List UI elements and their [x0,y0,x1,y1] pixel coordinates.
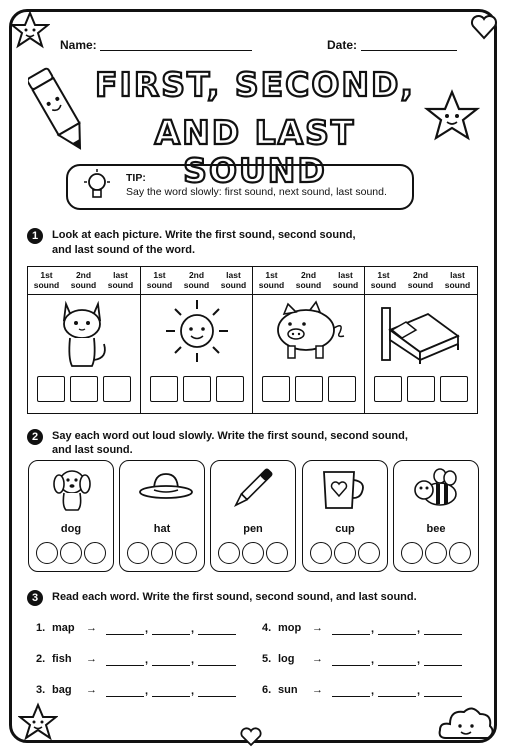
section2-instruction-line1: Say each word out loud slowly. Write the first sound, second sound, [52,430,408,442]
sound-answer-box[interactable] [150,376,178,402]
column-header-line1: 2nd [188,270,205,280]
column-header-line2: sound [295,280,322,290]
comma: , [371,685,375,697]
card-word: cup [335,523,355,535]
column-header-line2: sound [370,280,397,290]
column-header-line2: sound [258,280,285,290]
sound-answer-box[interactable] [295,376,323,402]
sound-answer-circle[interactable] [84,542,106,564]
sound-answer-blank[interactable] [198,655,236,666]
sound-answer-blank[interactable] [424,686,462,697]
name-field[interactable] [100,50,252,51]
column-header-line1: last [226,270,241,280]
item-word: mop [278,622,302,634]
comma: , [371,623,375,635]
column-header-line1: last [338,270,353,280]
column-header-line2: sound [332,280,359,290]
item-word: bag [52,684,72,696]
sound-answer-circle[interactable] [218,542,240,564]
item-word: sun [278,684,298,696]
sound-answer-circle[interactable] [266,542,288,564]
sound-answer-box[interactable] [328,376,356,402]
title-line-2: AND LAST SOUND [154,113,356,190]
cup-icon [318,466,368,512]
sound-answer-circle[interactable] [449,542,471,564]
card-word: bee [426,523,446,535]
bee-icon [412,468,462,510]
column-header-line2: sound [220,280,247,290]
date-label: Date: [327,38,358,52]
cat-icon [56,298,112,372]
comma: , [371,654,375,666]
sound-answer-circle[interactable] [334,542,356,564]
column-header-line1: 1st [265,270,278,280]
pencil-icon [28,60,88,160]
sound-answer-box[interactable] [262,376,290,402]
sound-answer-circle[interactable] [425,542,447,564]
column-header [365,270,402,290]
column-header-line2: sound [70,280,97,290]
section-number: 1 [27,228,43,244]
column-header-line2: sound [33,280,60,290]
section3-instruction: Read each word. Write the first sound, second sound, and last sound. [52,591,417,603]
item-number: 2. [36,653,46,665]
column-header [402,270,439,290]
hat-icon [138,468,194,508]
tip-label: TIP: [126,172,146,184]
comma: , [417,654,421,666]
comma: , [191,685,195,697]
column-header-line1: 1st [153,270,166,280]
heart-icon [470,14,498,40]
column-header [141,270,178,290]
sound-answer-circle[interactable] [310,542,332,564]
column-header [439,270,476,290]
sound-answer-blank[interactable] [152,624,190,635]
sound-answer-blank[interactable] [424,655,462,666]
star-face-icon [10,10,50,50]
sound-answer-blank[interactable] [378,624,416,635]
column-header-line1: 2nd [75,270,92,280]
pen-icon [228,466,276,512]
sound-answer-circle[interactable] [401,542,423,564]
sound-answer-blank[interactable] [332,655,370,666]
sound-answer-blank[interactable] [106,686,144,697]
sound-answer-box[interactable] [70,376,98,402]
column-header [215,270,252,290]
tip-text: Say the word slowly: first sound, next sound, last sound. [126,186,387,198]
comma: , [417,685,421,697]
sound-answer-blank[interactable] [106,655,144,666]
item-number: 1. [36,622,46,634]
lightbulb-icon [82,168,112,204]
sound-answer-circle[interactable] [151,542,173,564]
sound-answer-circle[interactable] [242,542,264,564]
column-header-line1: 1st [40,270,53,280]
pig-icon [270,300,350,364]
sound-answer-box[interactable] [407,376,435,402]
column-header-line2: sound [407,280,434,290]
sound-answer-box[interactable] [183,376,211,402]
sound-answer-blank[interactable] [332,686,370,697]
item-word: fish [52,653,72,665]
sound-answer-blank[interactable] [378,655,416,666]
sound-answer-blank[interactable] [424,624,462,635]
sun-icon [164,298,230,364]
arrow-icon: → [86,684,97,696]
column-header [290,270,327,290]
column-header [178,270,215,290]
sound-answer-blank[interactable] [198,686,236,697]
sound-answer-blank[interactable] [332,624,370,635]
sound-answer-box[interactable] [37,376,65,402]
column-header-line1: 2nd [300,270,317,280]
comma: , [417,623,421,635]
comma: , [145,654,149,666]
bed-icon [378,300,462,366]
sound-answer-circle[interactable] [175,542,197,564]
arrow-icon: → [312,684,323,696]
section1-instruction-line1: Look at each picture. Write the first sound, second sound, [52,229,356,241]
item-number: 6. [262,684,272,696]
sound-answer-blank[interactable] [106,624,144,635]
item-word: map [52,622,75,634]
comma: , [145,623,149,635]
star-face-icon [424,88,480,144]
arrow-icon: → [312,622,323,634]
item-number: 4. [262,622,272,634]
column-header-line2: sound [146,280,173,290]
card-word: pen [243,523,263,535]
section-number: 2 [27,429,43,445]
column-header [102,270,139,290]
dog-icon [48,466,96,512]
column-header-line2: sound [444,280,471,290]
comma: , [191,623,195,635]
item-number: 5. [262,653,272,665]
column-header-line2: sound [183,280,210,290]
name-label: Name: [60,38,97,52]
comma: , [191,654,195,666]
sound-answer-blank[interactable] [378,686,416,697]
column-header-line1: last [450,270,465,280]
column-header-line2: sound [107,280,134,290]
sound-answer-blank[interactable] [152,686,190,697]
section1-instruction-line2: and last sound of the word. [52,244,195,256]
column-header [28,270,65,290]
heart-icon [240,727,262,747]
sound-answer-circle[interactable] [358,542,380,564]
comma: , [145,685,149,697]
column-header-line1: 1st [377,270,390,280]
card-word: dog [60,523,82,535]
cloud-face-icon [436,702,496,744]
item-word: log [278,653,295,665]
column-header-line1: 2nd [412,270,429,280]
star-face-icon [18,702,58,742]
sound-answer-blank[interactable] [198,624,236,635]
item-number: 3. [36,684,46,696]
sound-answer-box[interactable] [374,376,402,402]
sound-answer-box[interactable] [216,376,244,402]
card-word: hat [153,523,171,535]
column-header [327,270,364,290]
arrow-icon: → [86,653,97,665]
sound-answer-box[interactable] [103,376,131,402]
column-header [65,270,102,290]
title-line-1: FIRST, SECOND, [95,65,415,104]
arrow-icon: → [86,622,97,634]
arrow-icon: → [312,653,323,665]
sound-answer-blank[interactable] [152,655,190,666]
section-number: 3 [27,590,43,606]
date-field[interactable] [361,50,457,51]
sound-answer-circle[interactable] [127,542,149,564]
section2-instruction-line2: and last sound. [52,444,133,456]
sound-answer-circle[interactable] [60,542,82,564]
sound-answer-box[interactable] [440,376,468,402]
sound-answer-circle[interactable] [36,542,58,564]
column-header-line1: last [113,270,128,280]
column-header [253,270,290,290]
